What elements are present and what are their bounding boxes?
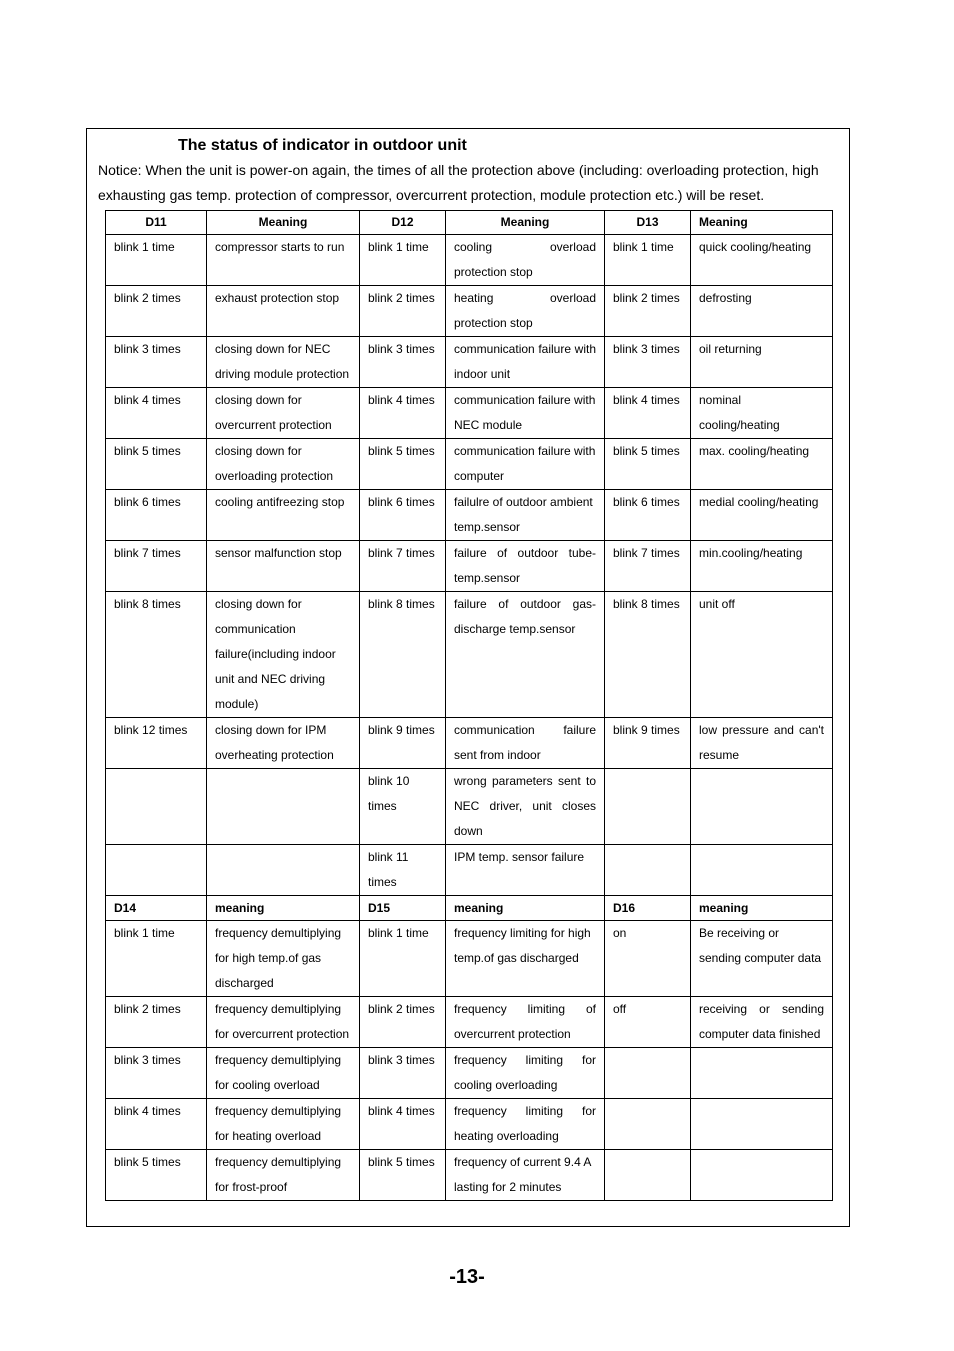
table-cell: blink 4 times — [360, 388, 446, 439]
header-d11: D11 — [106, 211, 207, 235]
table-cell: min.cooling/heating — [691, 541, 833, 592]
table-cell: failure of outdoor tube-temp.sensor — [446, 541, 605, 592]
table-cell: medial cooling/heating — [691, 490, 833, 541]
table-cell: receiving or sending computer data finished — [691, 997, 833, 1048]
table-cell: blink 4 times — [360, 1099, 446, 1150]
table-row — [106, 337, 833, 388]
table-cell — [691, 1099, 833, 1150]
table-cell: blink 4 times — [106, 388, 207, 439]
table-cell: blink 10 times — [360, 769, 446, 845]
table-cell: blink 2 times — [360, 997, 446, 1048]
header-meaning: meaning — [446, 896, 605, 921]
indicator-status-table — [105, 210, 833, 1201]
table-cell: quick cooling/heating — [691, 235, 833, 286]
table-header-row — [106, 211, 833, 235]
table-cell: unit off — [691, 592, 833, 718]
header-meaning: Meaning — [446, 211, 605, 235]
table-cell: frequency limiting for high temp.of gas discharged — [446, 921, 605, 997]
table-cell: sensor malfunction stop — [207, 541, 360, 592]
table-cell: blink 7 times — [360, 541, 446, 592]
table-cell: max. cooling/heating — [691, 439, 833, 490]
table-cell: frequency limiting for cooling overloading — [446, 1048, 605, 1099]
table-cell: blink 3 times — [106, 337, 207, 388]
table-cell: blink 6 times — [605, 490, 691, 541]
table-row — [106, 845, 833, 896]
table-cell: blink 5 times — [360, 1150, 446, 1201]
header-d14: D14 — [106, 896, 207, 921]
table-cell: frequency limiting of overcurrent protection — [446, 997, 605, 1048]
table-cell: frequency demultiplying for frost-proof — [207, 1150, 360, 1201]
table-row — [106, 997, 833, 1048]
table-row — [106, 1048, 833, 1099]
table-cell — [605, 1048, 691, 1099]
table-cell: blink 9 times — [605, 718, 691, 769]
table-cell — [605, 1099, 691, 1150]
header-meaning: meaning — [207, 896, 360, 921]
table-row — [106, 592, 833, 718]
table-cell: frequency demultiplying for overcurrent protection — [207, 997, 360, 1048]
table-cell: exhaust protection stop — [207, 286, 360, 337]
header-d12: D12 — [360, 211, 446, 235]
table-row — [106, 1099, 833, 1150]
table-row — [106, 286, 833, 337]
table-cell: on — [605, 921, 691, 997]
table-cell: nominal cooling/heating — [691, 388, 833, 439]
table-cell: blink 8 times — [605, 592, 691, 718]
table-cell: closing down for overloading protection — [207, 439, 360, 490]
table-cell: blink 4 times — [605, 388, 691, 439]
table-cell: low pressure and can't resume — [691, 718, 833, 769]
table-cell: heating overload protection stop — [446, 286, 605, 337]
table-cell: blink 8 times — [106, 592, 207, 718]
table-cell — [691, 769, 833, 845]
table-header-row-2 — [106, 896, 833, 921]
table-cell: frequency demultiplying for heating overload — [207, 1099, 360, 1150]
table-row — [106, 490, 833, 541]
table-cell: closing down for overcurrent protection — [207, 388, 360, 439]
table-cell: blink 1 time — [360, 921, 446, 997]
table-cell: blink 5 times — [106, 1150, 207, 1201]
table-cell: blink 3 times — [360, 1048, 446, 1099]
table-cell: blink 1 time — [106, 921, 207, 997]
table-cell: blink 2 times — [360, 286, 446, 337]
table-cell: wrong parameters sent to NEC driver, unit closes down — [446, 769, 605, 845]
table-cell: communication failure sent from indoor — [446, 718, 605, 769]
table-cell: communication failure with computer — [446, 439, 605, 490]
table-cell: oil returning — [691, 337, 833, 388]
table-cell: closing down for NEC driving module protection — [207, 337, 360, 388]
table-row — [106, 541, 833, 592]
header-d15: D15 — [360, 896, 446, 921]
table-cell: cooling antifreezing stop — [207, 490, 360, 541]
table-cell: blink 8 times — [360, 592, 446, 718]
table-cell: closing down for IPM overheating protection — [207, 718, 360, 769]
page-number: -13- — [449, 1266, 485, 1288]
table-row — [106, 921, 833, 997]
table-cell — [106, 769, 207, 845]
table-cell: frequency of current 9.4 A lasting for 2 minutes — [446, 1150, 605, 1201]
table-cell: blink 5 times — [106, 439, 207, 490]
table-row — [106, 439, 833, 490]
table-row — [106, 769, 833, 845]
table-cell — [691, 1048, 833, 1099]
table-cell: blink 7 times — [106, 541, 207, 592]
header-meaning: Meaning — [207, 211, 360, 235]
table-cell: failure of outdoor gas-discharge temp.sensor — [446, 592, 605, 718]
table-cell: closing down for communication failure(including indoor unit and NEC driving module) — [207, 592, 360, 718]
table-cell: defrosting — [691, 286, 833, 337]
table-cell: blink 1 time — [605, 235, 691, 286]
table-cell: Be receiving or sending computer data — [691, 921, 833, 997]
table-cell: blink 1 time — [360, 235, 446, 286]
table-cell: blink 3 times — [605, 337, 691, 388]
table-cell: frequency demultiplying for high temp.of gas discharged — [207, 921, 360, 997]
table-cell: blink 5 times — [360, 439, 446, 490]
table-cell: blink 9 times — [360, 718, 446, 769]
table-cell: blink 7 times — [605, 541, 691, 592]
table-cell — [207, 845, 360, 896]
table-cell: blink 3 times — [360, 337, 446, 388]
table-cell: blink 6 times — [360, 490, 446, 541]
table-cell: frequency limiting for heating overloading — [446, 1099, 605, 1150]
table-cell: blink 2 times — [106, 286, 207, 337]
table-cell: blink 1 time — [106, 235, 207, 286]
table-cell: communication failure with NEC module — [446, 388, 605, 439]
table-cell: off — [605, 997, 691, 1048]
notice-text: Notice: When the unit is power-on again, the times of all the protection above (including: overloading protection, high exhausting gas temp. protection of compressor, overcurrent protection, module protection etc.) will be reset. — [98, 162, 819, 203]
table-row — [106, 1150, 833, 1201]
table-row — [106, 718, 833, 769]
table-cell: IPM temp. sensor failure — [446, 845, 605, 896]
table-cell: blink 2 times — [106, 997, 207, 1048]
table-cell: blink 4 times — [106, 1099, 207, 1150]
table-cell — [605, 769, 691, 845]
table-cell: blink 11 times — [360, 845, 446, 896]
table-cell — [605, 1150, 691, 1201]
table-cell: blink 5 times — [605, 439, 691, 490]
table-cell — [691, 845, 833, 896]
table-cell: communication failure with indoor unit — [446, 337, 605, 388]
header-d13: D13 — [605, 211, 691, 235]
table-cell: compressor starts to run — [207, 235, 360, 286]
table-cell — [605, 845, 691, 896]
table-cell — [207, 769, 360, 845]
table-cell: failulre of outdoor ambient temp.sensor — [446, 490, 605, 541]
table-row — [106, 235, 833, 286]
table-row — [106, 388, 833, 439]
section-title: The status of indicator in outdoor unit — [178, 137, 467, 154]
table-cell: blink 12 times — [106, 718, 207, 769]
header-meaning: meaning — [691, 896, 833, 921]
table-cell: blink 2 times — [605, 286, 691, 337]
table-cell — [106, 845, 207, 896]
table-cell — [691, 1150, 833, 1201]
header-meaning: Meaning — [691, 211, 833, 235]
table-cell: frequency demultiplying for cooling overload — [207, 1048, 360, 1099]
table-cell: cooling overload protection stop — [446, 235, 605, 286]
table-cell: blink 6 times — [106, 490, 207, 541]
table-cell: blink 3 times — [106, 1048, 207, 1099]
header-d16: D16 — [605, 896, 691, 921]
